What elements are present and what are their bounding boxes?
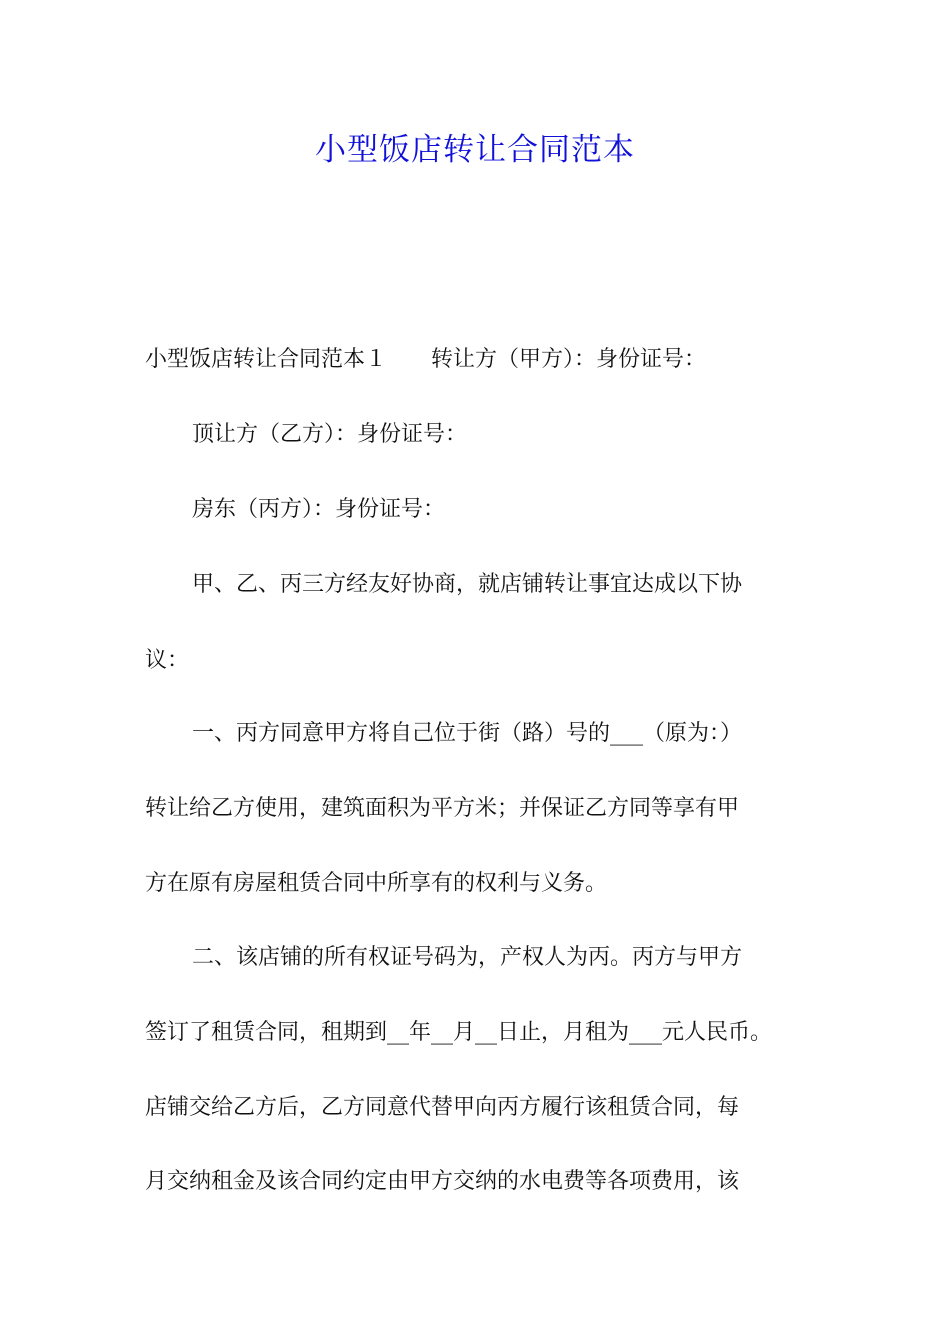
- document-line-party-c: 房东（丙方）：身份证号：: [192, 497, 446, 522]
- document-line-party-b: 顶让方（乙方）：身份证号：: [192, 422, 468, 447]
- document-line-clause-2-cont2: 店铺交给乙方后，乙方同意代替甲向丙方履行该租赁合同，每: [145, 1095, 740, 1120]
- document-line-clause-2: 二、该店铺的所有权证号码为，产权人为丙。丙方与甲方: [192, 945, 743, 970]
- document-line-clause-1-cont1: 转让给乙方使用，建筑面积为平方米；并保证乙方同等享有甲: [145, 796, 740, 821]
- document-line-agreement-intro: 甲、乙、丙三方经友好协商，就店铺转让事宜达成以下协: [192, 572, 743, 597]
- document-line-clause-1-cont2: 方在原有房屋租赁合同中所享有的权利与义务。: [145, 871, 608, 896]
- document-line-party-a: 小型饭店转让合同范本１ 转让方（甲方）：身份证号：: [145, 347, 707, 372]
- document-line-agreement-intro-cont: 议：: [145, 648, 190, 673]
- document-line-clause-2-cont3: 月交纳租金及该合同约定由甲方交纳的水电费等各项费用，该: [145, 1169, 740, 1194]
- document-title: 小型饭店转让合同范本: [315, 132, 635, 168]
- document-line-clause-1: 一、丙方同意甲方将自己位于街（路）号的___（原为：）: [192, 721, 743, 746]
- document-line-clause-2-cont1: 签订了租赁合同，租期到__年__月__日止，月租为___元人民币。: [145, 1020, 773, 1045]
